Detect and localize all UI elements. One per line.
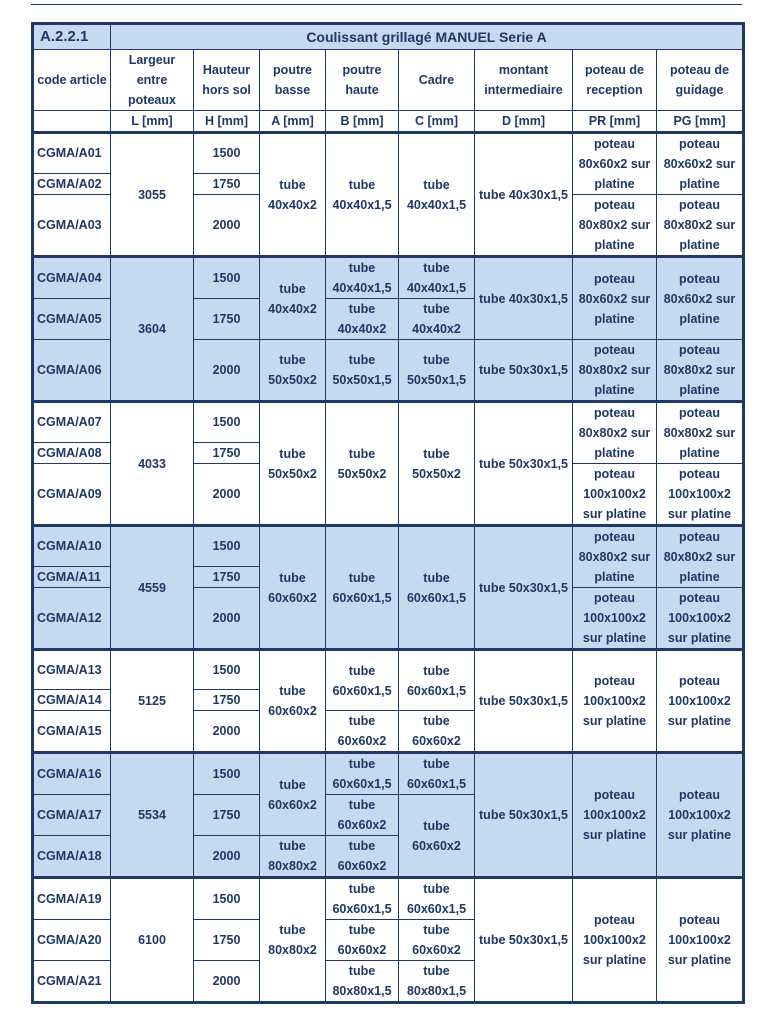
poutre-haute-cell: tube 50x50x1,5 (326, 340, 399, 402)
hauteur-cell: 2000 (194, 195, 260, 257)
code-cell: CGMA/A08 (33, 442, 111, 463)
code-cell: CGMA/A21 (33, 961, 111, 1003)
unit-code (33, 111, 111, 133)
code-cell: CGMA/A20 (33, 920, 111, 961)
unit-B: B [mm] (326, 111, 399, 133)
hauteur-cell: 2000 (194, 711, 260, 753)
code-cell: CGMA/A04 (33, 257, 111, 299)
poteau-reception-cell: poteau 100x100x2 sur platine (573, 753, 657, 878)
code-cell: CGMA/A16 (33, 753, 111, 795)
montant-cell: tube 40x30x1,5 (475, 257, 573, 340)
largeur-cell: 6100 (111, 878, 194, 1003)
hauteur-cell: 1500 (194, 133, 260, 174)
code-cell: CGMA/A14 (33, 690, 111, 711)
cadre-cell: tube 60x60x1,5 (399, 878, 475, 920)
hauteur-cell: 1750 (194, 690, 260, 711)
hauteur-cell: 1500 (194, 753, 260, 795)
poutre-basse-cell: tube 80x80x2 (260, 878, 326, 1003)
poteau-reception-cell: poteau 80x60x2 sur platine (573, 257, 657, 340)
cadre-cell: tube 60x60x2 (399, 711, 475, 753)
poteau-guidage-cell: poteau 100x100x2 sur platine (657, 753, 744, 878)
top-rule (31, 4, 742, 5)
cadre-cell: tube 60x60x1,5 (399, 753, 475, 795)
hauteur-cell: 1500 (194, 526, 260, 567)
montant-cell: tube 40x30x1,5 (475, 133, 573, 257)
poutre-basse-cell: tube 80x80x2 (260, 836, 326, 878)
montant-cell: tube 50x30x1,5 (475, 650, 573, 753)
poteau-reception-cell: poteau 80x80x2 sur platine (573, 402, 657, 464)
poutre-haute-cell: tube 60x60x2 (326, 711, 399, 753)
code-cell: CGMA/A03 (33, 195, 111, 257)
poteau-reception-cell: poteau 100x100x2 sur platine (573, 650, 657, 753)
code-cell: CGMA/A06 (33, 340, 111, 402)
cadre-cell: tube 60x60x1,5 (399, 526, 475, 650)
poutre-haute-cell: tube 80x80x1,5 (326, 961, 399, 1003)
poteau-guidage-cell: poteau 100x100x2 sur platine (657, 464, 744, 526)
poteau-guidage-cell: poteau 80x60x2 sur platine (657, 133, 744, 195)
poutre-haute-cell: tube 60x60x1,5 (326, 878, 399, 920)
poutre-basse-cell: tube 60x60x2 (260, 526, 326, 650)
hauteur-cell: 1750 (194, 173, 260, 194)
hauteur-cell: 2000 (194, 464, 260, 526)
largeur-cell: 3604 (111, 257, 194, 402)
header-montant: montant intermediaire (475, 50, 573, 111)
montant-cell: tube 50x30x1,5 (475, 402, 573, 526)
largeur-cell: 4033 (111, 402, 194, 526)
poutre-haute-cell: tube 60x60x1,5 (326, 753, 399, 795)
montant-cell: tube 50x30x1,5 (475, 526, 573, 650)
table-title: Coulissant grillagé MANUEL Serie A (111, 24, 744, 50)
poteau-reception-cell: poteau 80x80x2 sur platine (573, 526, 657, 588)
unit-D: D [mm] (475, 111, 573, 133)
cadre-cell: tube 40x40x1,5 (399, 257, 475, 299)
largeur-cell: 4559 (111, 526, 194, 650)
largeur-cell: 5125 (111, 650, 194, 753)
unit-H: H [mm] (194, 111, 260, 133)
reference-code: A.2.2.1 (33, 24, 111, 50)
poteau-reception-cell: poteau 80x60x2 sur platine (573, 133, 657, 195)
poteau-guidage-cell: poteau 80x80x2 sur platine (657, 526, 744, 588)
poutre-haute-cell: tube 50x50x2 (326, 402, 399, 526)
poteau-reception-cell: poteau 100x100x2 sur platine (573, 878, 657, 1003)
header-poteau-guidage: poteau de guidage (657, 50, 744, 111)
hauteur-cell: 1500 (194, 402, 260, 443)
poteau-reception-cell: poteau 80x80x2 sur platine (573, 340, 657, 402)
poutre-haute-cell: tube 60x60x1,5 (326, 526, 399, 650)
hauteur-cell: 1750 (194, 566, 260, 587)
header-poutre-basse: poutre basse (260, 50, 326, 111)
poutre-basse-cell: tube 60x60x2 (260, 753, 326, 836)
poutre-basse-cell: tube 60x60x2 (260, 650, 326, 753)
poteau-guidage-cell: poteau 80x60x2 sur platine (657, 257, 744, 340)
poutre-basse-cell: tube 40x40x2 (260, 257, 326, 340)
hauteur-cell: 1750 (194, 299, 260, 340)
hauteur-cell: 2000 (194, 340, 260, 402)
code-cell: CGMA/A07 (33, 402, 111, 443)
poutre-basse-cell: tube 50x50x2 (260, 340, 326, 402)
hauteur-cell: 1500 (194, 650, 260, 690)
poteau-reception-cell: poteau 100x100x2 sur platine (573, 464, 657, 526)
unit-C: C [mm] (399, 111, 475, 133)
cadre-cell: tube 80x80x1,5 (399, 961, 475, 1003)
poteau-reception-cell: poteau 100x100x2 sur platine (573, 588, 657, 650)
header-largeur: Largeur entre poteaux (111, 50, 194, 111)
product-table (31, 22, 745, 1004)
poutre-haute-cell: tube 60x60x1,5 (326, 650, 399, 711)
hauteur-cell: 2000 (194, 836, 260, 878)
poutre-basse-cell: tube 50x50x2 (260, 402, 326, 526)
hauteur-cell: 1500 (194, 257, 260, 299)
poutre-haute-cell: tube 60x60x2 (326, 795, 399, 836)
code-cell: CGMA/A01 (33, 133, 111, 174)
poutre-haute-cell: tube 40x40x1,5 (326, 257, 399, 299)
hauteur-cell: 2000 (194, 588, 260, 650)
montant-cell: tube 50x30x1,5 (475, 753, 573, 878)
unit-PR: PR [mm] (573, 111, 657, 133)
hauteur-cell: 1750 (194, 795, 260, 836)
unit-A: A [mm] (260, 111, 326, 133)
header-cadre: Cadre (399, 50, 475, 111)
largeur-cell: 5534 (111, 753, 194, 878)
cadre-cell: tube 50x50x1,5 (399, 340, 475, 402)
header-poteau-reception: poteau de reception (573, 50, 657, 111)
poteau-guidage-cell: poteau 80x80x2 sur platine (657, 402, 744, 464)
code-cell: CGMA/A17 (33, 795, 111, 836)
poteau-guidage-cell: poteau 100x100x2 sur platine (657, 588, 744, 650)
poteau-reception-cell: poteau 80x80x2 sur platine (573, 195, 657, 257)
hauteur-cell: 1750 (194, 920, 260, 961)
montant-cell: tube 50x30x1,5 (475, 340, 573, 402)
code-cell: CGMA/A19 (33, 878, 111, 920)
code-cell: CGMA/A13 (33, 650, 111, 690)
cadre-cell: tube 60x60x1,5 (399, 650, 475, 711)
hauteur-cell: 1750 (194, 442, 260, 463)
poutre-haute-cell: tube 60x60x2 (326, 920, 399, 961)
hauteur-cell: 2000 (194, 961, 260, 1003)
montant-cell: tube 50x30x1,5 (475, 878, 573, 1003)
code-cell: CGMA/A11 (33, 566, 111, 587)
header-hauteur: Hauteur hors sol (194, 50, 260, 111)
header-poutre-haute: poutre haute (326, 50, 399, 111)
unit-L: L [mm] (111, 111, 194, 133)
code-cell: CGMA/A18 (33, 836, 111, 878)
poteau-guidage-cell: poteau 80x80x2 sur platine (657, 195, 744, 257)
cadre-cell: tube 40x40x2 (399, 299, 475, 340)
cadre-cell: tube 50x50x2 (399, 402, 475, 526)
poutre-haute-cell: tube 40x40x2 (326, 299, 399, 340)
code-cell: CGMA/A09 (33, 464, 111, 526)
code-cell: CGMA/A12 (33, 588, 111, 650)
code-cell: CGMA/A10 (33, 526, 111, 567)
cadre-cell: tube 60x60x2 (399, 920, 475, 961)
poutre-haute-cell: tube 40x40x1,5 (326, 133, 399, 257)
largeur-cell: 3055 (111, 133, 194, 257)
code-cell: CGMA/A02 (33, 173, 111, 194)
code-cell: CGMA/A05 (33, 299, 111, 340)
poteau-guidage-cell: poteau 100x100x2 sur platine (657, 878, 744, 1003)
poutre-haute-cell: tube 60x60x2 (326, 836, 399, 878)
poteau-guidage-cell: poteau 100x100x2 sur platine (657, 650, 744, 753)
poutre-basse-cell: tube 40x40x2 (260, 133, 326, 257)
code-cell: CGMA/A15 (33, 711, 111, 753)
cadre-cell: tube 40x40x1,5 (399, 133, 475, 257)
header-code: code article (33, 50, 111, 111)
cadre-cell: tube 60x60x2 (399, 795, 475, 878)
unit-PG: PG [mm] (657, 111, 744, 133)
poteau-guidage-cell: poteau 80x80x2 sur platine (657, 340, 744, 402)
hauteur-cell: 1500 (194, 878, 260, 920)
